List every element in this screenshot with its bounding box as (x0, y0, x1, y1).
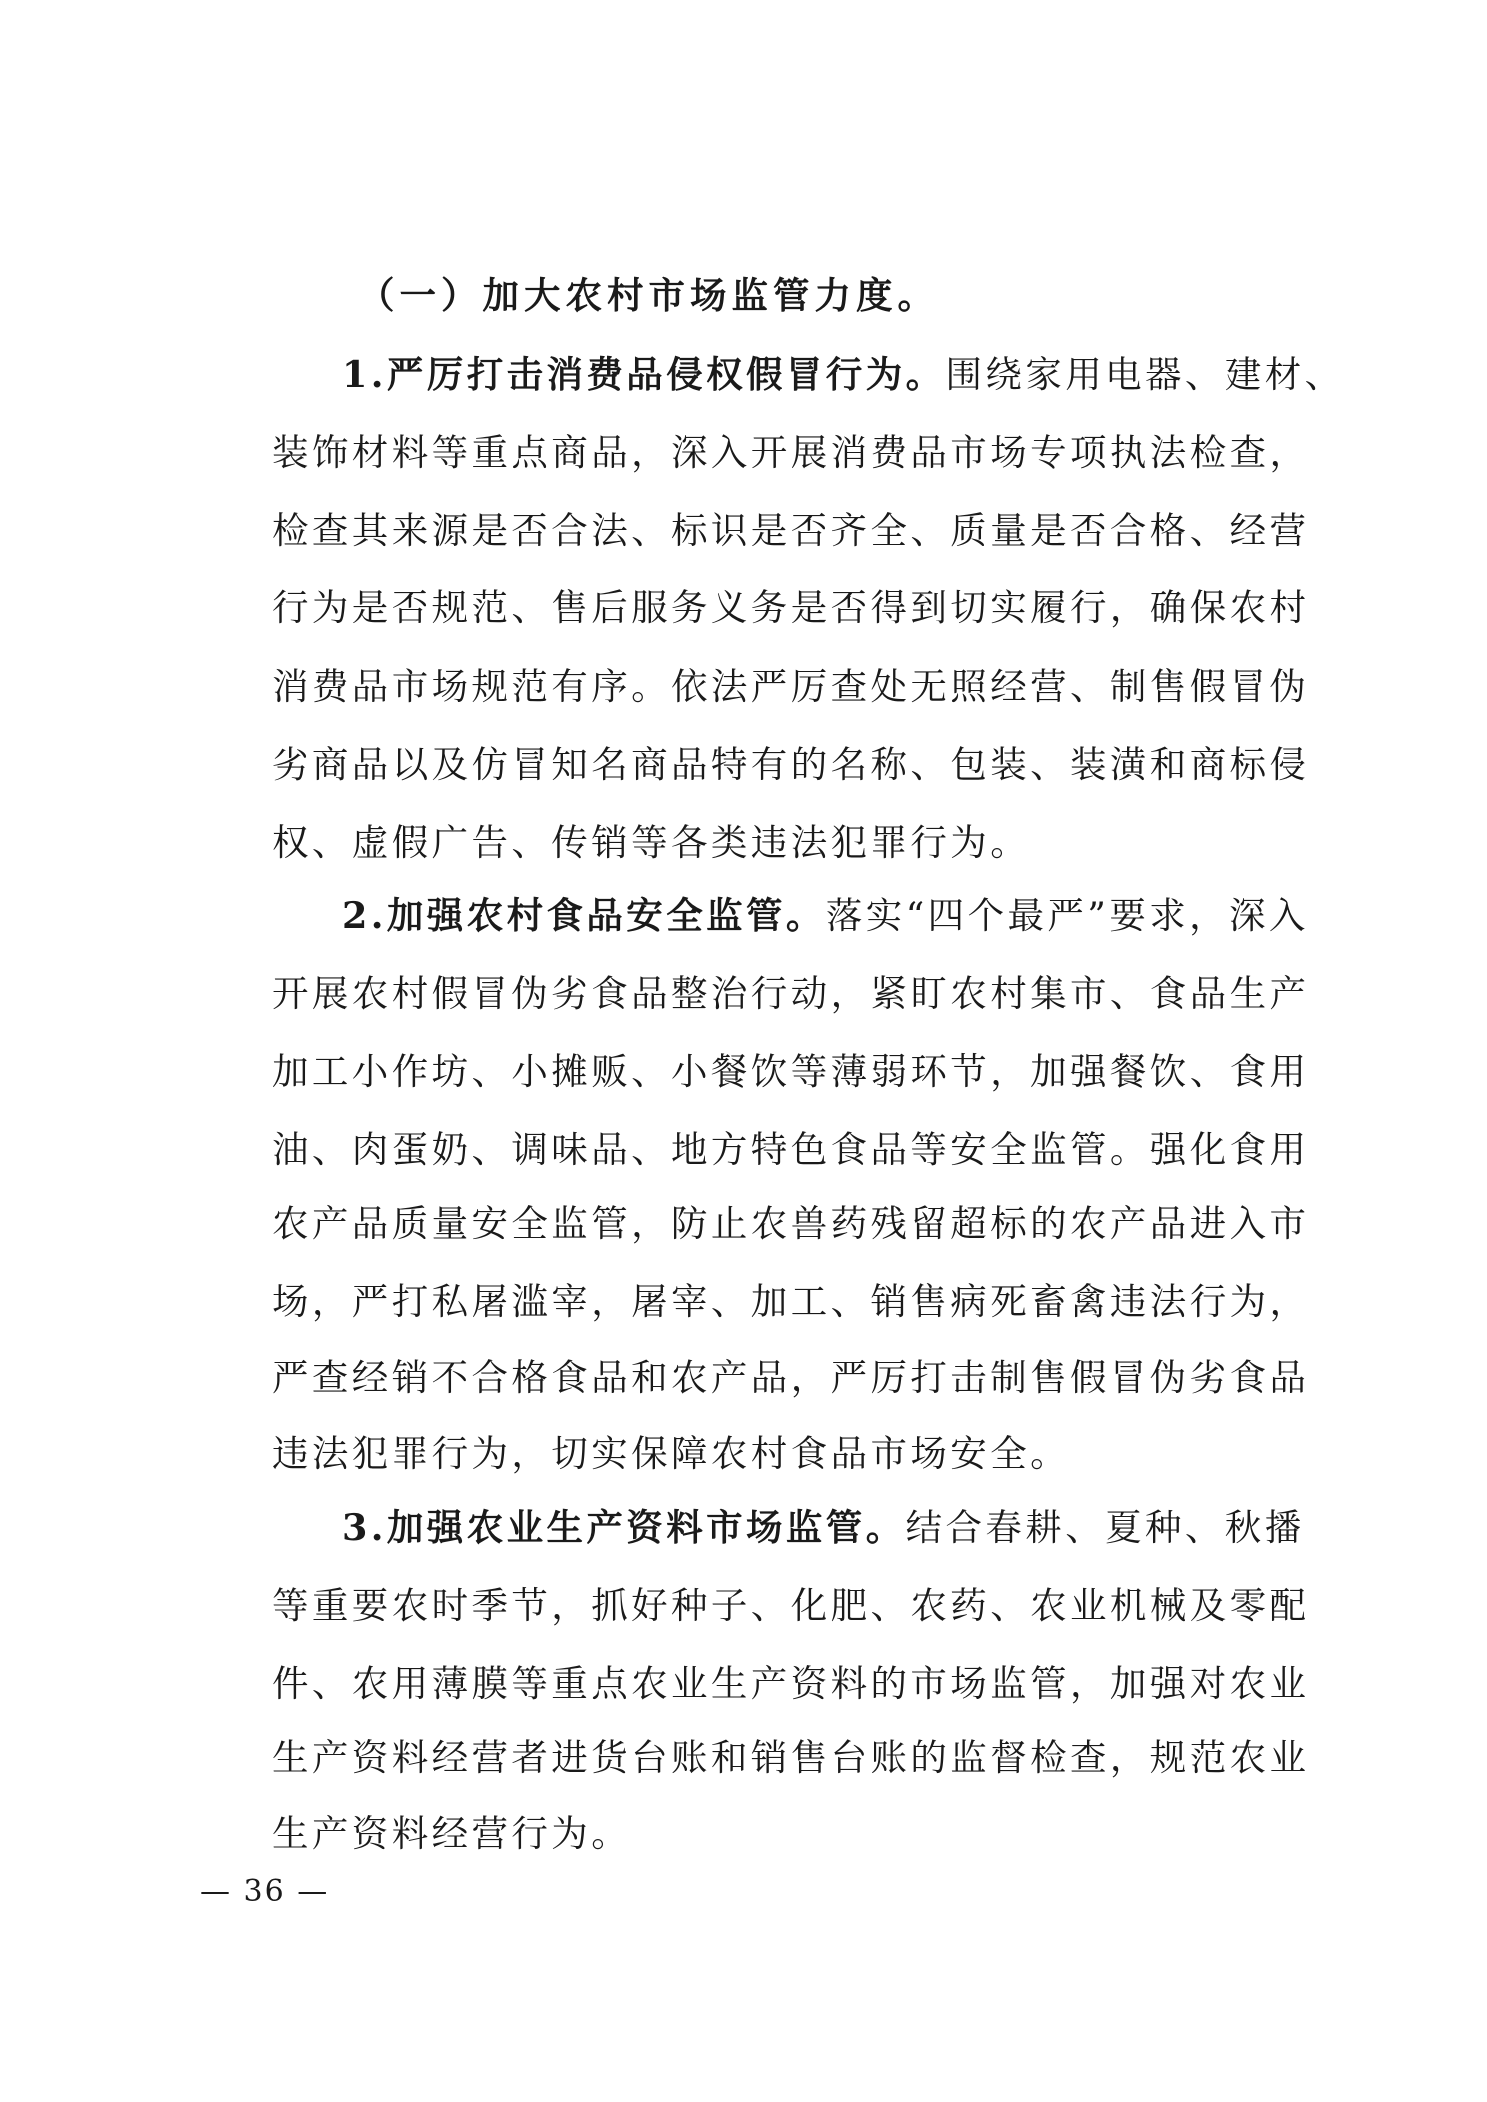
paragraph-2-line-6: 场，严打私屠滥宰，屠宰、加工、销售病死畜禽违法行为， (272, 1280, 1310, 1323)
section-heading: （一）加大农村市场监管力度。 (358, 274, 939, 317)
paragraph-2-text: 落实“四个最严”要求，深入 (825, 894, 1309, 937)
paragraph-3-title: 3.加强农业生产资料市场监管。 (342, 1506, 906, 1549)
paragraph-2-line-1 (342, 888, 1309, 944)
paragraph-1-line-6: 劣商品以及仿冒知名商品特有的名称、包装、装潢和商标侵 (272, 743, 1310, 786)
page-number: — 36 — (200, 1874, 330, 1909)
paragraph-1-line-1 (342, 347, 1345, 403)
paragraph-1-title: 1.严厉打击消费品侵权假冒行为。 (342, 353, 946, 396)
paragraph-2-line-5: 农产品质量安全监管，防止农兽药残留超标的农产品进入市 (272, 1202, 1310, 1245)
paragraph-2-line-3: 加工小作坊、小摊贩、小餐饮等薄弱环节，加强餐饮、食用 (272, 1050, 1310, 1093)
paragraph-1-line-5: 消费品市场规范有序。依法严厉查处无照经营、制售假冒伪 (272, 665, 1310, 708)
paragraph-3-line-1 (342, 1500, 1305, 1556)
paragraph-2-title: 2.加强农村食品安全监管。 (342, 894, 826, 937)
paragraph-1-line-2: 装饰材料等重点商品，深入开展消费品市场专项执法检查， (272, 431, 1310, 474)
paragraph-3-line-2: 等重要农时季节，抓好种子、化肥、农药、农业机械及零配 (272, 1584, 1310, 1627)
paragraph-1-line-7: 权、虚假广告、传销等各类违法犯罪行为。 (272, 821, 1031, 864)
paragraph-3-text: 结合春耕、夏种、秋播 (905, 1506, 1305, 1549)
paragraph-3-line-4: 生产资料经营者进货台账和销售台账的监督检查，规范农业 (272, 1736, 1310, 1779)
paragraph-1-text: 围绕家用电器、建材、 (945, 353, 1345, 396)
paragraph-2-line-2: 开展农村假冒伪劣食品整治行动，紧盯农村集市、食品生产 (272, 972, 1310, 1015)
paragraph-2-line-4: 油、肉蛋奶、调味品、地方特色食品等安全监管。强化食用 (272, 1128, 1310, 1171)
paragraph-3-line-3: 件、农用薄膜等重点农业生产资料的市场监管，加强对农业 (272, 1662, 1310, 1705)
paragraph-2-line-8: 违法犯罪行为，切实保障农村食品市场安全。 (272, 1432, 1070, 1475)
paragraph-1-line-4: 行为是否规范、售后服务义务是否得到切实履行，确保农村 (272, 586, 1310, 629)
paragraph-3-line-5: 生产资料经营行为。 (272, 1812, 632, 1855)
paragraph-1-line-3: 检查其来源是否合法、标识是否齐全、质量是否合格、经营 (272, 509, 1310, 552)
paragraph-2-line-7: 严查经销不合格食品和农产品，严厉打击制售假冒伪劣食品 (272, 1356, 1310, 1399)
